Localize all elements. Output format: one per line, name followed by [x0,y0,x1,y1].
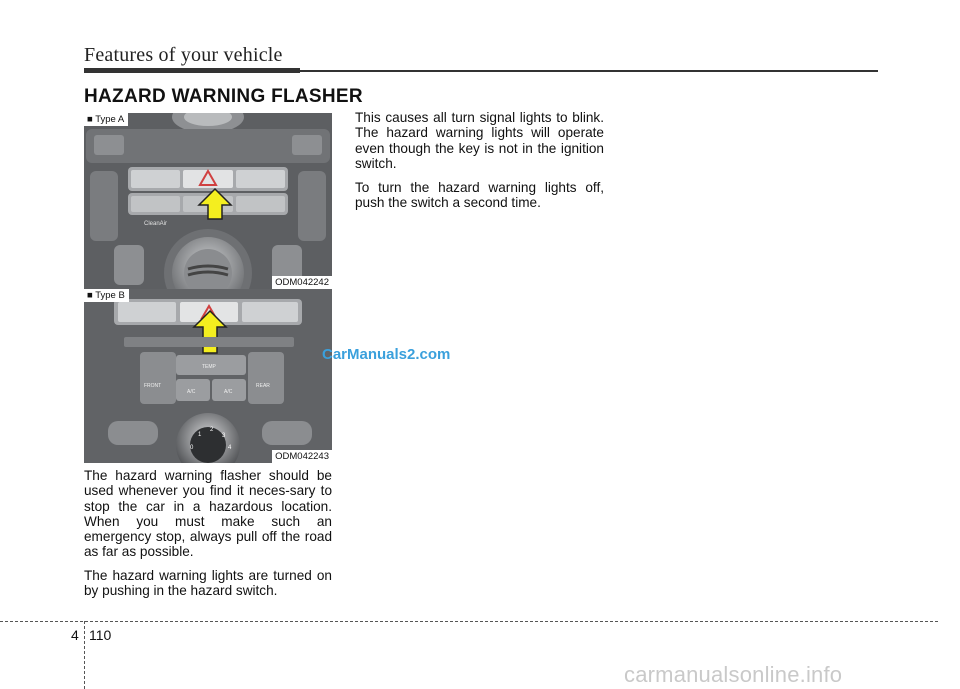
chapter-number: 4 [71,627,79,643]
dial-4: 4 [228,445,232,451]
dial-0: 0 [190,445,194,451]
header-rule-thick [84,68,300,73]
dial-2: 2 [210,427,214,433]
left-paragraph-1: The hazard warning flasher should be used whenever you find it neces-sary to stop the car in a hazardous location. When you must make such an emergency stop, always pull off the road as far as possible. [84,468,332,560]
temp-label: TEMP [202,364,216,370]
dial-3: 3 [222,433,226,439]
page-number: 110 [89,627,112,643]
type-b-label: ■ Type B [84,289,129,302]
dashboard-illustration-b [84,289,332,463]
cleanair-label: CleanAir [144,221,168,227]
footer-divider [84,621,85,689]
ac-left-label: A/C [187,389,196,395]
front-label: FRONT [144,383,162,389]
figure-code-a: ODM042242 [272,276,332,289]
section-title: HAZARD WARNING FLASHER [84,86,363,107]
ac-right-label: A/C [224,389,233,395]
right-paragraph-2: To turn the hazard warning lights off, push the switch a second time. [355,180,604,211]
right-paragraph-1: This causes all turn signal lights to blink. The hazard warning lights will operate even though the key is not in the ignition switch. [355,110,604,171]
header-title: Features of your vehicle [84,44,283,66]
rear-label: REAR [256,383,270,389]
figure-type-b [84,289,332,463]
watermark-text: CarManuals2.com [322,346,451,363]
figure-code-b: ODM042243 [272,450,332,463]
dial-1: 1 [198,432,202,438]
type-a-label: ■ Type A [84,113,128,126]
header-rule-thin [300,70,878,72]
site-watermark: carmanualsonline.info [624,662,843,687]
dashboard-illustration-a [84,113,332,289]
footer-rule [0,621,938,622]
left-paragraph-2: The hazard warning lights are turned on by pushing in the hazard switch. [84,568,332,599]
figure-type-a [84,113,332,289]
